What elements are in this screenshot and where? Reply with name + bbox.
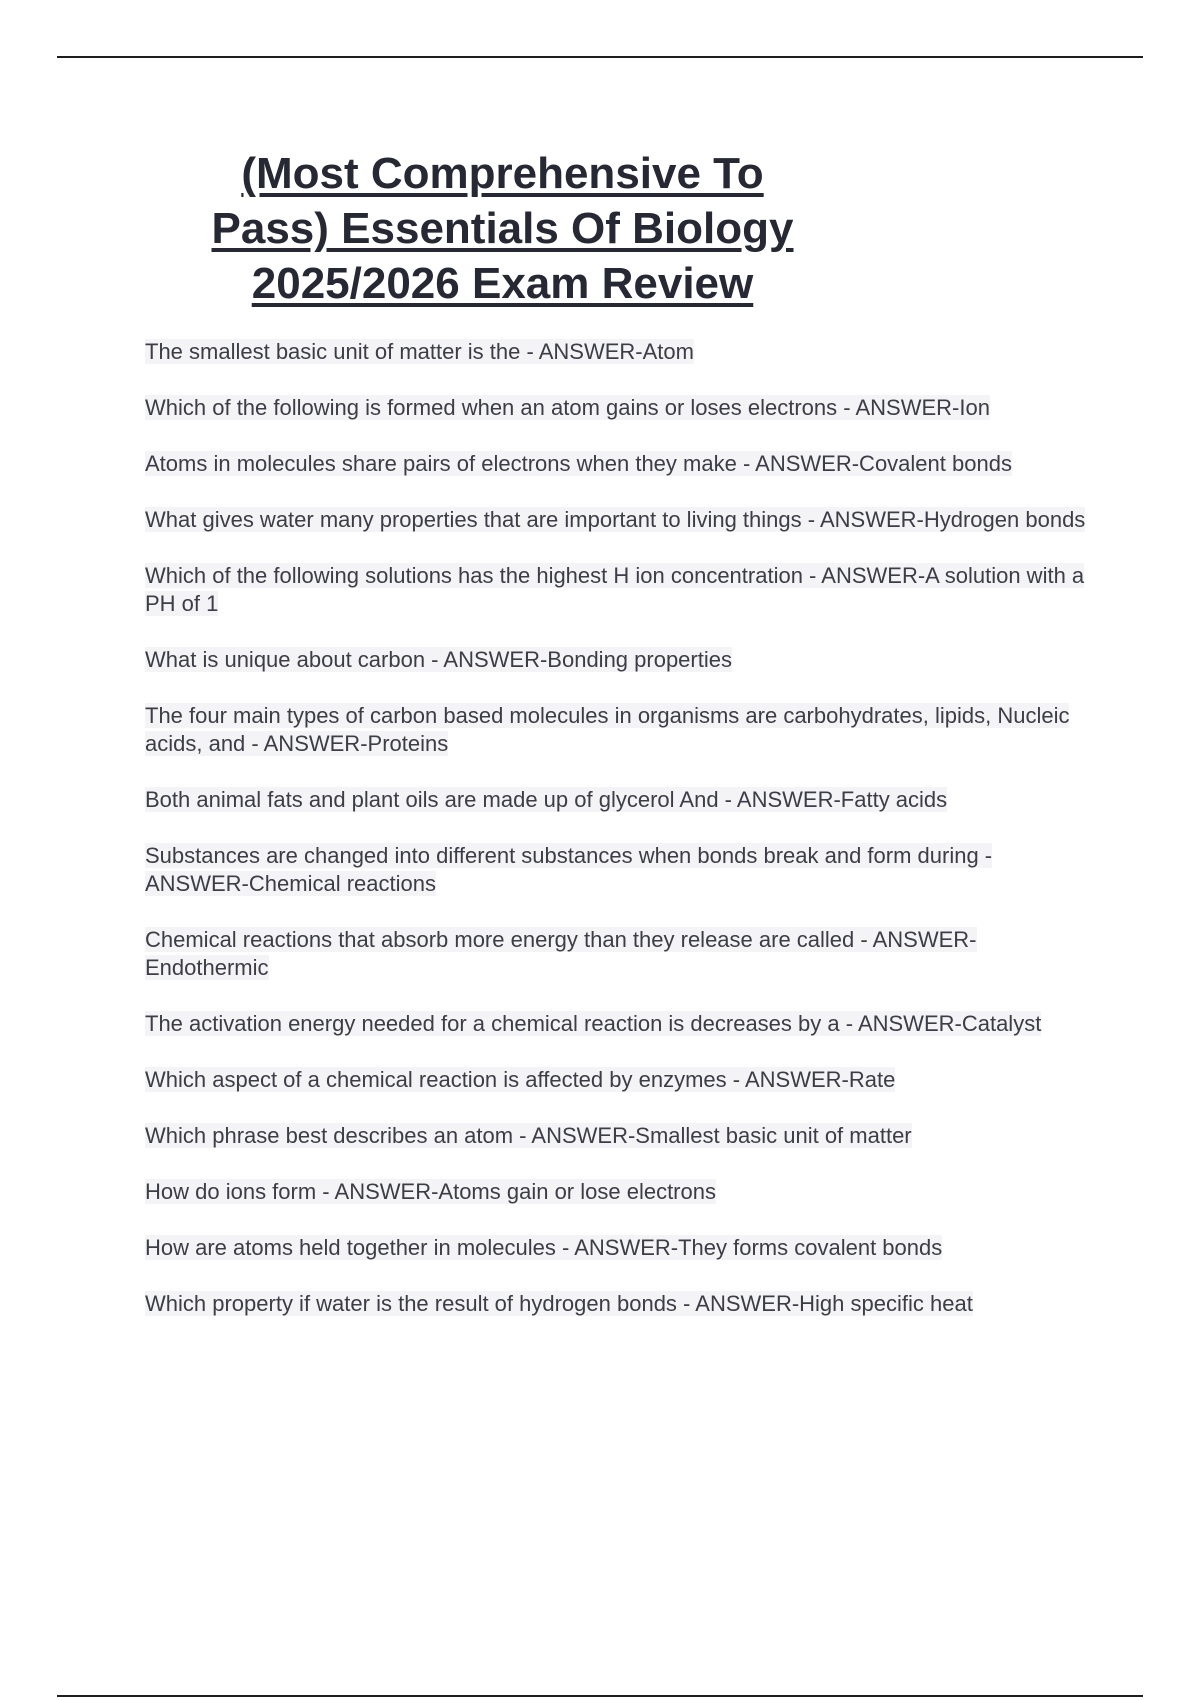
qa-text: Which aspect of a chemical reaction is affected by enzymes - ANSWER-Rate: [145, 1067, 896, 1092]
qa-item: [145, 646, 1090, 674]
qa-text: The smallest basic unit of matter is the - ANSWER-Atom: [145, 339, 694, 364]
top-rule: [57, 56, 1143, 58]
title-line-1: (Most Comprehensive To: [241, 149, 764, 198]
qa-text: Which of the following is formed when an atom gains or loses electrons - ANSWER-Ion: [145, 395, 990, 420]
qa-item: [145, 1010, 1090, 1038]
title-line-2: Pass) Essentials Of Biology: [211, 204, 794, 253]
qa-text: What is unique about carbon - ANSWER-Bonding properties: [145, 647, 732, 672]
qa-item: [145, 1290, 1090, 1318]
qa-text: Which property if water is the result of hydrogen bonds - ANSWER-High specific heat: [145, 1291, 973, 1316]
qa-item: [145, 1234, 1090, 1262]
qa-text: Which of the following solutions has the highest H ion concentration - ANSWER-A solution with a PH of 1: [145, 563, 1085, 616]
qa-item: [145, 1066, 1090, 1094]
qa-item: [145, 702, 1090, 758]
qa-text: The activation energy needed for a chemical reaction is decreases by a - ANSWER-Catalyst: [145, 1011, 1042, 1036]
qa-text: What gives water many properties that are important to living things - ANSWER-Hydrogen bonds: [145, 507, 1086, 532]
qa-text: Substances are changed into different substances when bonds break and form during - ANSWER-Chemical reactions: [145, 843, 993, 896]
qa-text: Both animal fats and plant oils are made up of glycerol And - ANSWER-Fatty acids: [145, 787, 948, 812]
qa-item: [145, 1122, 1090, 1150]
qa-text: How are atoms held together in molecules - ANSWER-They forms covalent bonds: [145, 1235, 943, 1260]
qa-text: Atoms in molecules share pairs of electrons when they make - ANSWER-Covalent bonds: [145, 451, 1012, 476]
document-title: [150, 146, 855, 311]
title-line-3: 2025/2026 Exam Review: [251, 259, 754, 308]
title-block: [150, 146, 855, 311]
qa-item: [145, 450, 1090, 478]
qa-list: [145, 338, 1090, 1346]
qa-item: [145, 926, 1090, 982]
qa-item: [145, 338, 1090, 366]
qa-text: How do ions form - ANSWER-Atoms gain or lose electrons: [145, 1179, 716, 1204]
qa-item: [145, 786, 1090, 814]
qa-text: Chemical reactions that absorb more energy than they release are called - ANSWER-Endothermic: [145, 927, 977, 980]
qa-item: [145, 842, 1090, 898]
qa-item: [145, 562, 1090, 618]
qa-item: [145, 506, 1090, 534]
qa-item: [145, 394, 1090, 422]
qa-text: Which phrase best describes an atom - ANSWER-Smallest basic unit of matter: [145, 1123, 912, 1148]
qa-item: [145, 1178, 1090, 1206]
qa-text: The four main types of carbon based molecules in organisms are carbohydrates, lipids, Nucleic acids, and - ANSWER-Proteins: [145, 703, 1070, 756]
bottom-rule: [57, 1695, 1143, 1697]
